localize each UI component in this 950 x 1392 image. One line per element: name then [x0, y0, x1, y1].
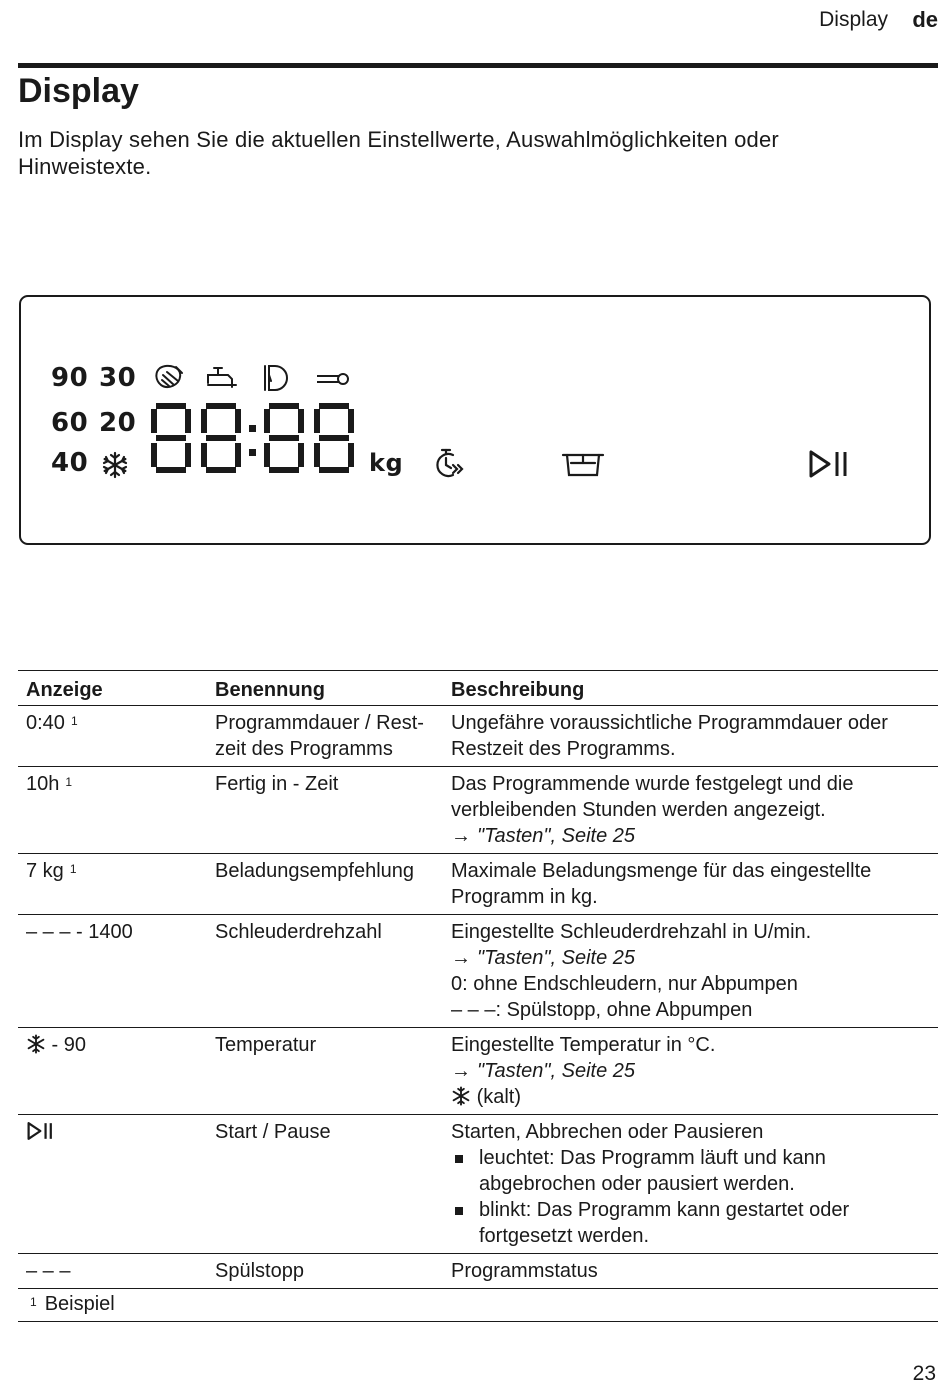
page-title: Display [18, 72, 139, 110]
row-note: – – –: Spülstopp, ohne Abpumpen [451, 999, 753, 1021]
cross-reference-link[interactable]: → "Tasten", Seite 25 [451, 947, 636, 969]
kg-unit-label: kg [369, 449, 404, 477]
footnote-mark: 1 [30, 1295, 37, 1309]
running-header-language: de [912, 7, 938, 32]
row-desc: Eingestellte Schleuderdrehzahl in U/min. [451, 921, 812, 943]
footnote-mark: 1 [70, 714, 78, 728]
bullet-list [451, 1145, 932, 1249]
row-name: Programmdauer / Rest- zeit des Programms [215, 712, 424, 760]
row-name: Schleuderdrehzahl [215, 921, 382, 943]
row-desc: Das Programmende wurde festgelegt und die verbleibenden Stunden werden angezeigt. [451, 773, 854, 821]
snowflake-icon [26, 1034, 46, 1054]
snowflake-icon [451, 1086, 471, 1106]
arrow-icon: → [451, 1060, 471, 1082]
table-header-row [18, 671, 938, 706]
tap-icon [206, 365, 238, 391]
footnote-text: Beispiel [44, 1293, 115, 1315]
temp-label-90: 90 [51, 363, 89, 393]
list-item: leuchtet: Das Programm läuft und kann abgebrochen oder pausiert werden. [451, 1145, 932, 1197]
temp-label-40: 40 [51, 448, 89, 478]
row-note: (kalt) [451, 1084, 932, 1110]
timer-icon [431, 447, 465, 481]
table-row [18, 706, 938, 767]
footnote-row [18, 1289, 938, 1322]
row-display: 0:40 [26, 712, 65, 734]
row-desc: Starten, Abbrechen oder Pausieren [451, 1121, 764, 1143]
stain-icon [154, 363, 186, 393]
table-row [18, 854, 938, 915]
cross-reference-link[interactable]: → "Tasten", Seite 25 [451, 1060, 636, 1082]
play-pause-icon [807, 449, 853, 479]
intro-paragraph: Im Display sehen Sie die aktuellen Einstellwerte, Auswahlmöglichkeiten oder Hinweistexte. [18, 127, 779, 179]
display-panel-illustration [19, 295, 931, 545]
column-header-beschreibung: Beschreibung [451, 679, 585, 701]
list-item: blinkt: Das Programm kann gestartet oder fortgesetzt werden. [451, 1197, 932, 1249]
seven-segment-digits [151, 401, 361, 475]
row-name: Temperatur [215, 1034, 317, 1056]
arrow-icon: → [451, 825, 471, 847]
row-display: 10h [26, 773, 60, 795]
temp-label-60: 60 [51, 408, 89, 438]
table-row [18, 767, 938, 854]
row-name: Spülstopp [215, 1260, 304, 1282]
table-row [18, 915, 938, 1028]
row-desc: Ungefähre voraussichtliche Programmdauer oder Restzeit des Programms. [451, 712, 888, 760]
column-header-benennung: Benennung [215, 679, 325, 701]
row-display: - 90 [46, 1034, 87, 1056]
temp-label-20: 20 [99, 408, 137, 438]
row-note: 0: ohne Endschleudern, nur Abpumpen [451, 973, 798, 995]
key-icon [315, 369, 349, 389]
display-table [18, 670, 938, 1322]
play-pause-icon [26, 1121, 56, 1141]
row-display: 7 kg [26, 860, 64, 882]
row-name: Start / Pause [215, 1121, 331, 1143]
row-name: Fertig in - Zeit [215, 773, 339, 795]
footnote-mark: 1 [69, 862, 77, 876]
basin-icon [561, 449, 605, 479]
cross-reference-link[interactable]: → "Tasten", Seite 25 [451, 825, 636, 847]
table-row [18, 1115, 938, 1254]
header-rule [18, 63, 938, 68]
table-row [18, 1028, 938, 1115]
row-desc: Maximale Beladungsmenge für das eingestellte Programm in kg. [451, 860, 872, 908]
footnote-mark: 1 [65, 775, 73, 789]
running-header-section: Display [819, 8, 888, 31]
column-header-anzeige: Anzeige [26, 679, 103, 701]
row-desc: Eingestellte Temperatur in °C. [451, 1034, 716, 1056]
page-number: 23 [912, 1362, 936, 1385]
table-row [18, 1254, 938, 1289]
snowflake-icon [101, 451, 129, 479]
row-display: – – – [26, 1260, 71, 1282]
temp-label-30: 30 [99, 363, 137, 393]
row-desc: Programmstatus [451, 1260, 598, 1282]
row-name: Beladungsempfehlung [215, 860, 415, 882]
row-display: – – – - 1400 [26, 921, 133, 943]
door-icon [261, 363, 291, 393]
arrow-icon: → [451, 947, 471, 969]
